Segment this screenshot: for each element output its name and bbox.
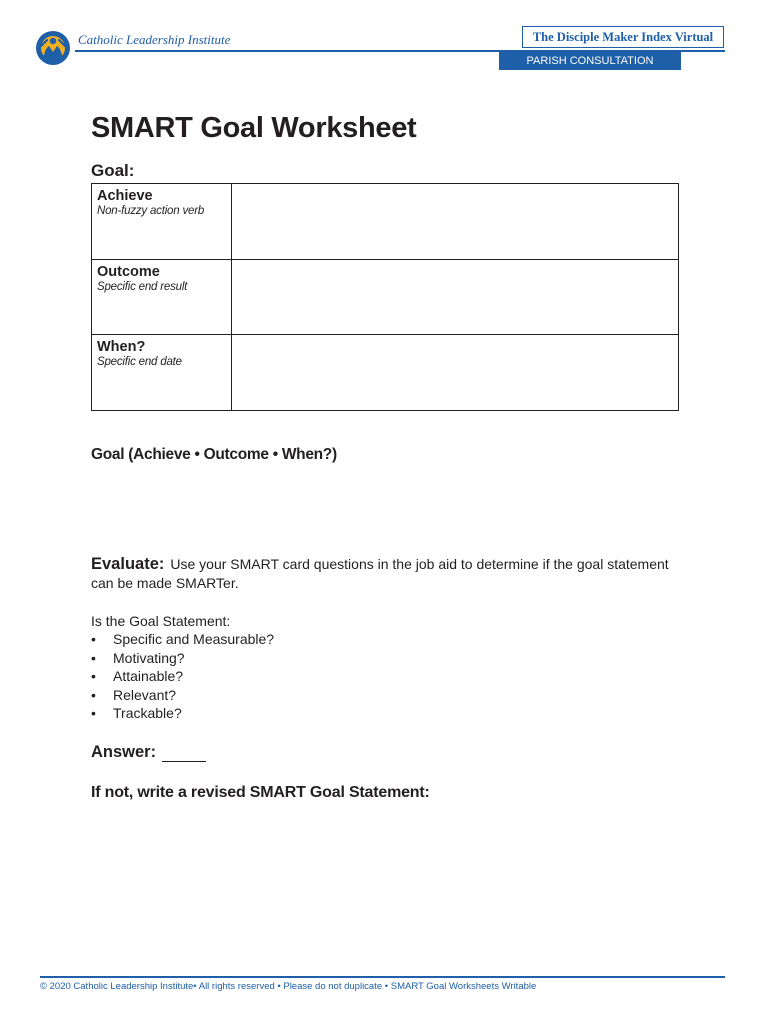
checklist-item: [91, 649, 274, 668]
checklist-item: [91, 686, 274, 705]
evaluate-text: Use your SMART card questions in the job aid to determine if the goal statement can be made SMARTer.: [91, 556, 669, 591]
goal-row-outcome: [92, 259, 678, 335]
bullet: •: [91, 631, 96, 647]
checklist-item-text: Specific and Measurable?: [113, 631, 275, 647]
goal-table: [91, 183, 679, 411]
org-name: Catholic Leadership Institute: [78, 32, 231, 47]
smart-checklist: [91, 630, 274, 723]
evaluate-paragraph: [91, 555, 691, 593]
achieve-input-cell[interactable]: [232, 184, 678, 260]
checklist-item-text: Motivating?: [113, 649, 185, 666]
goal-row-label-cell: [92, 184, 232, 260]
question-intro: Is the Goal Statement:: [91, 613, 231, 629]
checklist-item: [91, 667, 274, 686]
bullet: •: [91, 649, 96, 666]
goal-label: Goal:: [91, 161, 135, 180]
goal-row-achieve: [92, 184, 678, 260]
goal-row-subtitle: Specific end date: [97, 356, 182, 368]
goal-row-subtitle: Specific end result: [97, 281, 188, 293]
goal-row-title: When?: [97, 339, 146, 355]
evaluate-label: Evaluate:: [91, 555, 165, 573]
bullet: •: [91, 686, 96, 703]
answer-label: Answer:: [91, 743, 157, 761]
answer-input-line[interactable]: [162, 761, 206, 762]
goal-row-title: Outcome: [97, 264, 160, 280]
product-name-box: The Disciple Maker Index Virtual: [522, 26, 724, 48]
bullet: •: [91, 668, 96, 684]
footer-text: © 2020 Catholic Leadership Institute• All rights reserved • Please do not duplicate • SMART Goal Worksheets Writable: [40, 981, 537, 992]
section-label-bar: PARISH CONSULTATION: [499, 51, 681, 70]
checklist-item-text: Trackable?: [113, 705, 182, 721]
checklist-item: [91, 704, 274, 723]
goal-row-label-cell: [92, 335, 232, 410]
cli-logo-icon: [35, 30, 71, 66]
revise-label: If not, write a revised SMART Goal Statement:: [91, 784, 430, 801]
checklist-item-text: Attainable?: [113, 668, 184, 684]
when-input-cell[interactable]: [232, 335, 678, 410]
page-title: SMART Goal Worksheet: [91, 112, 417, 144]
outcome-input-cell[interactable]: [232, 260, 678, 335]
goal-row-title: Achieve: [97, 188, 153, 204]
goal-row-subtitle: Non-fuzzy action verb: [97, 205, 205, 217]
goal-summary-label: Goal (Achieve • Outcome • When?): [91, 446, 337, 463]
checklist-item: [91, 630, 274, 649]
bullet: •: [91, 705, 96, 721]
footer-rule: [40, 976, 725, 978]
goal-row-label-cell: [92, 260, 232, 335]
checklist-item-text: Relevant?: [113, 686, 177, 703]
goal-row-when: [92, 334, 678, 410]
